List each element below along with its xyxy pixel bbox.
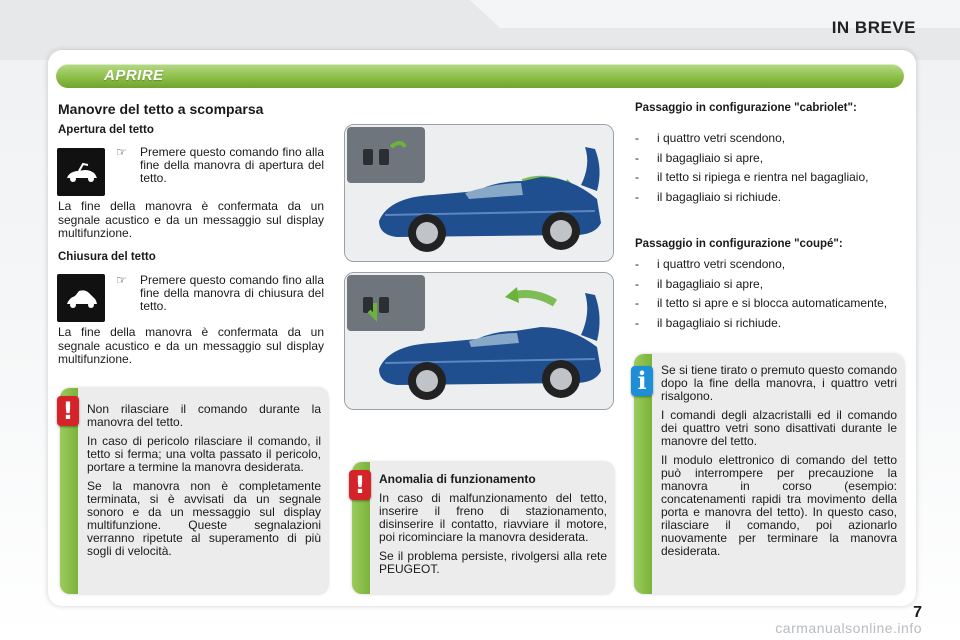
info-box: [634, 354, 904, 594]
cabriolet-list: [635, 132, 903, 210]
list-item: - il bagagliaio si richiude.: [635, 315, 782, 330]
hand-pointer-icon: ☞: [116, 145, 127, 159]
opening-confirm-text: La fine della manovra è confermata da un segnale acustico e da un messaggio sul display multifunzione.: [58, 199, 324, 240]
warning-exclamation-icon: !: [57, 396, 79, 426]
convertible-car-icon: [57, 148, 105, 196]
info-icon: i: [631, 366, 653, 396]
list-item: - il bagagliaio si apre,: [635, 276, 764, 291]
info-paragraph: Il modulo elettronico di comando del tetto può interrompere per precauzione la manovra in corso (esempio: concatenamenti rapidi tra movimento della porta e manovra del tetto). In questo caso, rilasciare il comando, poi azionarlo nuovamente per terminare la manovra desiderata.: [661, 453, 897, 558]
info-paragraph: Se si tiene tirato o premuto questo comando dopo la fine della manovra, i quattro vetri risalgono.: [661, 363, 897, 403]
roof-close-button-icon: [57, 274, 105, 322]
watermark: carmanualsonline.info: [775, 620, 922, 636]
hand-pointer-icon: ☞: [116, 273, 127, 287]
anomaly-box: [352, 462, 614, 594]
coupe-list: [635, 258, 903, 336]
coupe-heading: Passaggio in configurazione "coupé":: [635, 238, 843, 250]
header-title: IN BREVE: [831, 18, 916, 37]
closing-confirm-text: La fine della manovra è confermata da un segnale acustico e da un messaggio sul display multifunzione.: [58, 325, 324, 366]
section-title: APRIRE: [104, 67, 164, 84]
opening-heading: Apertura del tetto: [58, 124, 154, 136]
list-item: - il tetto si apre e si blocca automaticamente,: [635, 296, 888, 310]
closing-bullet-text: Premere questo comando fino alla fine della manovra di chiusura del tetto.: [140, 273, 324, 313]
page-number: 7: [913, 604, 922, 621]
photo-cabriolet-transition: [344, 124, 614, 262]
warning-paragraph: Non rilasciare il comando durante la manovra del tetto.: [87, 402, 321, 429]
opening-bullet: [116, 146, 324, 185]
opening-bullet-text: Premere questo comando fino alla fine della manovra di apertura del tetto.: [140, 145, 324, 185]
anomaly-title: Anomalia di funzionamento: [379, 472, 536, 486]
list-item: - i quattro vetri scendono,: [635, 131, 786, 145]
info-text: [661, 364, 897, 564]
list-item: - il bagagliaio si richiude.: [635, 189, 782, 204]
main-title: Manovre del tetto a scomparsa: [58, 101, 264, 117]
warning-paragraph: In caso di pericolo rilasciare il comando, il tetto si ferma; una volta passato il pericolo, portare a termine la manovra desiderata.: [87, 434, 321, 474]
warning-text: [87, 403, 321, 564]
anomaly-text: [379, 473, 607, 582]
warning-paragraph: Se la manovra non è completamente terminata, si è avvisati da un segnale sonoro e da un messaggio sul display multifunzione. Queste segnalazioni verranno ripetute al superamento di più sogli di velocità.: [87, 479, 321, 558]
closing-heading: Chiusura del tetto: [58, 251, 156, 263]
anomaly-exclamation-icon: !: [349, 470, 371, 500]
anomaly-paragraph: Se il problema persiste, rivolgersi alla rete PEUGEOT.: [379, 549, 607, 576]
warning-box: [60, 388, 328, 594]
list-item: - il bagagliaio si apre,: [635, 150, 764, 165]
anomaly-paragraph: In caso di malfunzionamento del tetto, inserire il freno di stazionamento, disinserire il contatto, riavviare il motore, poi ricominciare la manovra desiderata.: [379, 491, 607, 544]
section-bar: [56, 64, 904, 88]
closed-car-icon: [57, 274, 105, 322]
info-paragraph: I comandi degli alzacristalli ed il comando dei quattro vetri sono disattivati durante le manovre del tetto.: [661, 408, 897, 448]
list-item: - i quattro vetri scendono,: [635, 257, 786, 271]
closing-bullet: [116, 274, 324, 313]
roof-open-button-icon: [57, 148, 105, 196]
photo-coupe-transition: [344, 272, 614, 410]
list-item: - il tetto si ripiega e rientra nel bagagliaio,: [635, 170, 869, 184]
cabriolet-heading: Passaggio in configurazione "cabriolet":: [635, 102, 857, 114]
